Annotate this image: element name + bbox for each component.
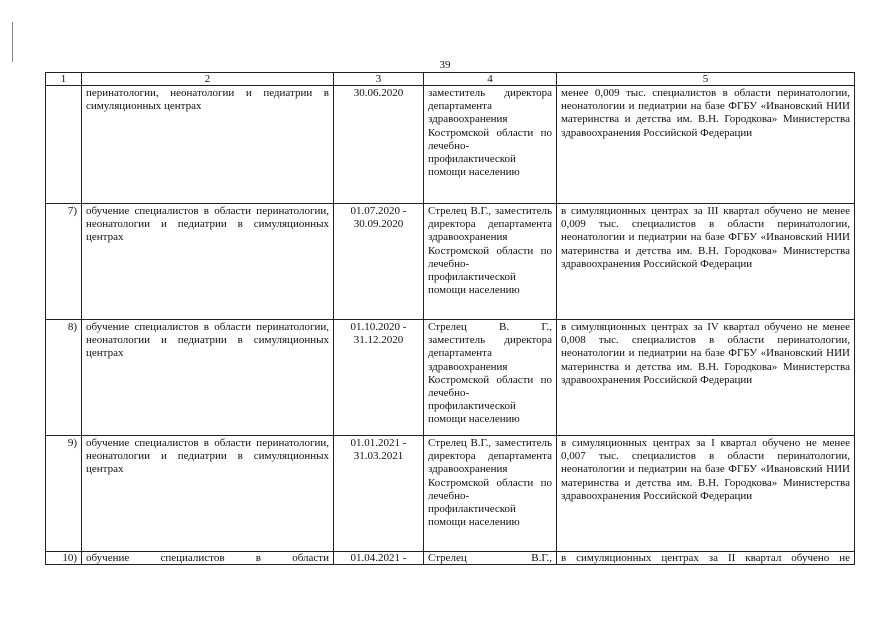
activity-cell: обучение специалистов в области [82, 552, 334, 565]
period-cell: 01.01.2021 - 31.03.2021 [334, 436, 424, 552]
row-number [46, 86, 82, 204]
column-header: 2 [82, 73, 334, 86]
column-header: 4 [424, 73, 557, 86]
table-row [46, 204, 855, 320]
result-cell: в симуляционных центрах за II квартал обучено не [557, 552, 855, 565]
result-cell: в симуляционных центрах за I квартал обучено не менее 0,007 тыс. специалистов в области перинатологии, неонатологии и педиатрии на базе ФГБУ «Ивановский НИИ материнства и детства им. В.Н. Городкова» Министерства здравоохранения Российской Федерации [557, 436, 855, 552]
row-number: 7) [46, 204, 82, 320]
row-number: 10) [46, 552, 82, 565]
period-cell: 01.07.2020 - 30.09.2020 [334, 204, 424, 320]
column-header: 1 [46, 73, 82, 86]
page-number: 39 [439, 59, 451, 71]
period-cell: 01.10.2020 - 31.12.2020 [334, 320, 424, 436]
result-cell: менее 0,009 тыс. специалистов в области перинатологии, неонатологии и педиатрии на базе ФГБУ «Ивановский НИИ материнства и детства им. В.Н. Городкова» Министерства здравоохранения Российской Федерации [557, 86, 855, 204]
column-header: 5 [557, 73, 855, 86]
table-row [46, 320, 855, 436]
margin-mark [12, 22, 13, 62]
result-cell: в симуляционных центрах за IV квартал обучено не менее 0,008 тыс. специалистов в области перинатологии, неонатологии и педиатрии на базе ФГБУ «Ивановский НИИ материнства и детства им. В.Н. Городкова» Министерства здравоохранения Российской Федерации [557, 320, 855, 436]
responsible-cell: Стрелец В.Г., заместитель директора департамента здравоохранения Костромской области по лечебно-профилактической помощи населению [424, 436, 557, 552]
responsible-cell: Стрелец В. Г., заместитель директора департамента здравоохранения Костромской области по лечебно-профилактической помощи населению [424, 320, 557, 436]
table-row [46, 552, 855, 565]
table-row [46, 86, 855, 204]
responsible-cell: Стрелец В.Г., заместитель директора департамента здравоохранения Костромской области по лечебно-профилактической помощи населению [424, 204, 557, 320]
table-row [46, 436, 855, 552]
period-cell: 01.04.2021 - [334, 552, 424, 565]
responsible-cell: Стрелец В.Г., [424, 552, 557, 565]
activity-cell: обучение специалистов в области перинатологии, неонатологии и педиатрии в симуляционных центрах [82, 204, 334, 320]
activity-cell: обучение специалистов в области перинатологии, неонатологии и педиатрии в симуляционных центрах [82, 320, 334, 436]
column-header-row [46, 73, 855, 86]
responsible-cell: заместитель директора департамента здравоохранения Костромской области по лечебно-профилактической помощи населению [424, 86, 557, 204]
activity-cell: обучение специалистов в области перинатологии, неонатологии и педиатрии в симуляционных центрах [82, 436, 334, 552]
column-header: 3 [334, 73, 424, 86]
activity-cell: перинатологии, неонатологии и педиатрии в симуляционных центрах [82, 86, 334, 204]
result-cell: в симуляционных центрах за III квартал обучено не менее 0,009 тыс. специалистов в области перинатологии, неонатологии и педиатрии на базе ФГБУ «Ивановский НИИ материнства и детства им. В.Н. Городкова» Министерства здравоохранения Российской Федерации [557, 204, 855, 320]
row-number: 9) [46, 436, 82, 552]
plan-table [45, 72, 855, 565]
row-number: 8) [46, 320, 82, 436]
period-cell: 30.06.2020 [334, 86, 424, 204]
